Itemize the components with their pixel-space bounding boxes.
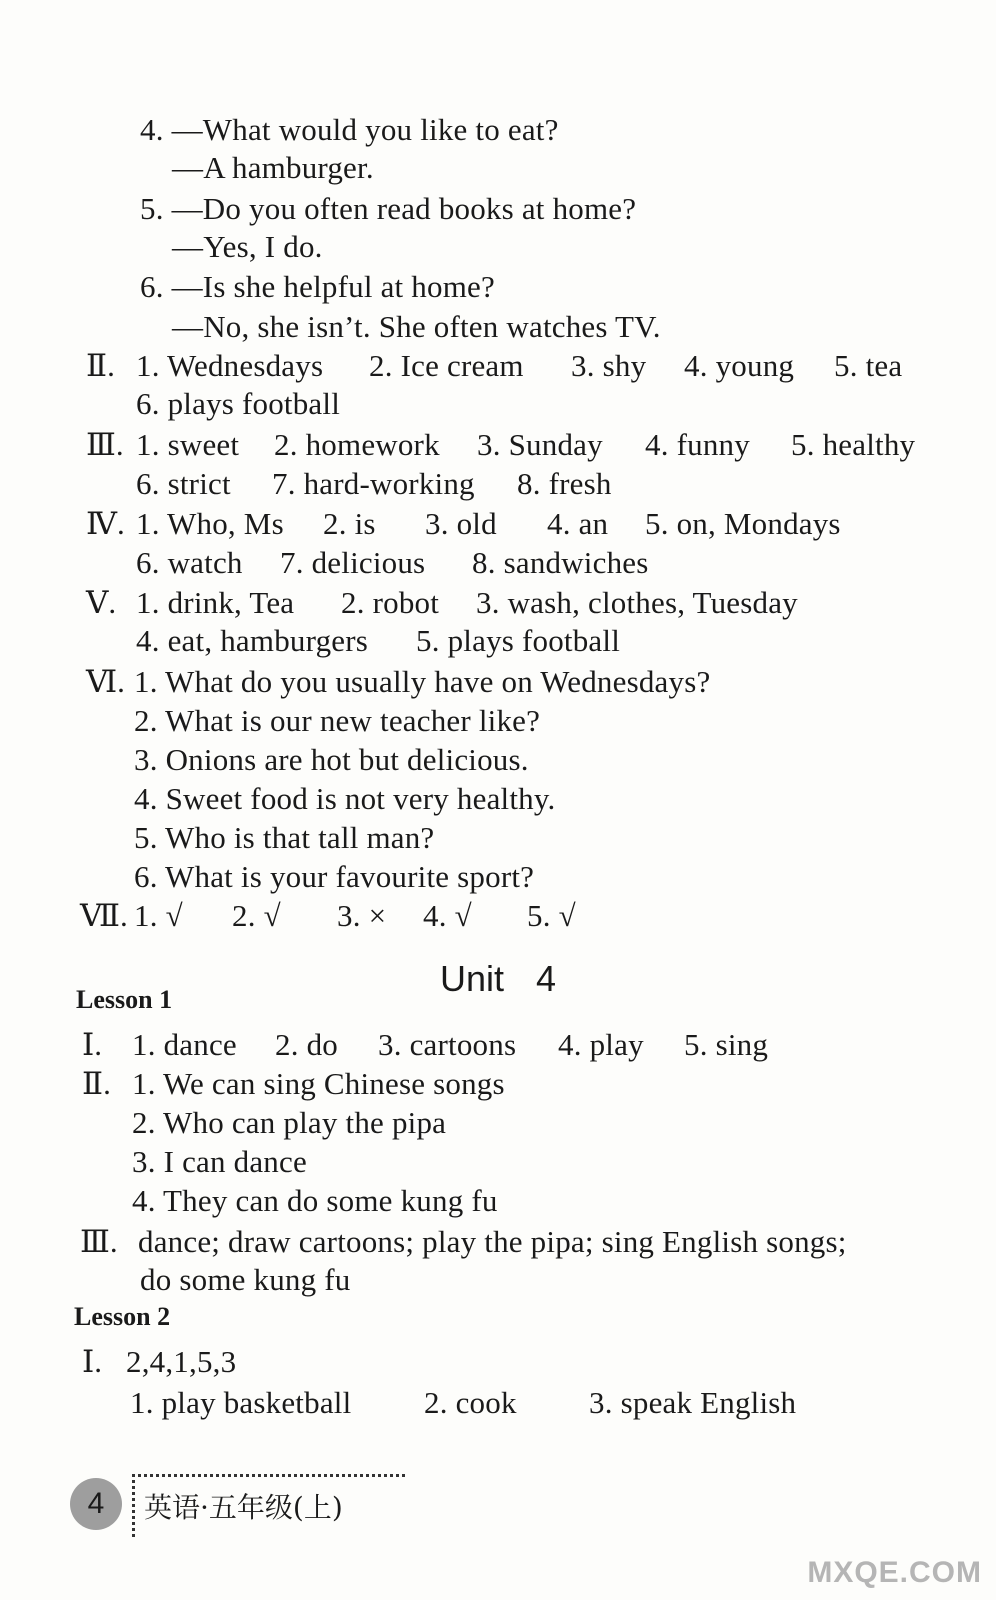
lesson1-section-1-row: 1. dance 2. do 3. cartoons 4. play 5. sing	[132, 1027, 769, 1062]
dialogue-4-answer: —A hamburger.	[172, 150, 374, 185]
section-2-row2: 6. plays football	[136, 386, 341, 421]
lesson-1-title: Lesson 1	[76, 985, 173, 1014]
section-6-label: Ⅵ.	[86, 664, 125, 699]
section-3-row2: 6. strict 7. hard-working 8. fresh	[136, 466, 612, 501]
lesson2-section-1-row-2: 1. play basketball 2. cook 3. speak English	[130, 1385, 797, 1420]
section-7-row1: 1. √ 2. √ 3. × 4. √ 5. √	[134, 898, 576, 933]
lesson1-section-3-line-1: dance; draw cartoons; play the pipa; sing English songs;	[138, 1224, 847, 1259]
section-6-line-1: 1. What do you usually have on Wednesdays?	[134, 664, 711, 699]
footer-book-title: 英语·五年级(上)	[144, 1491, 343, 1524]
page-footer	[70, 1472, 350, 1538]
lesson1-section-1-label: Ⅰ.	[82, 1027, 102, 1062]
page-number: 4	[70, 1478, 122, 1530]
section-5-row1: 1. drink, Tea 2. robot 3. wash, clothes, Tuesday	[136, 585, 798, 620]
dialogue-5-answer: —Yes, I do.	[172, 229, 323, 264]
lesson2-section-1-line-1: 2,4,1,5,3	[126, 1344, 237, 1379]
section-4-row2: 6. watch 7. delicious 8. sandwiches	[136, 545, 649, 580]
dialogue-5-question: 5. —Do you often read books at home?	[140, 191, 637, 226]
section-6-line-3: 3. Onions are hot but delicious.	[134, 742, 529, 777]
lesson1-section-2-line-2: 2. Who can play the pipa	[132, 1105, 447, 1140]
section-4-row1: 1. Who, Ms 2. is 3. old 4. an 5. on, Mondays	[136, 506, 841, 541]
section-6-line-6: 6. What is your favourite sport?	[134, 859, 535, 894]
lesson-2-title: Lesson 2	[74, 1302, 171, 1331]
lesson1-section-3-label: Ⅲ.	[80, 1224, 118, 1259]
lesson1-section-2-line-4: 4. They can do some kung fu	[132, 1183, 498, 1218]
section-7-label: Ⅶ.	[80, 898, 128, 933]
unit-title: Unit 4	[439, 958, 557, 999]
section-6-line-4: 4. Sweet food is not very healthy.	[134, 781, 556, 816]
lesson2-section-1-label: Ⅰ.	[82, 1344, 102, 1379]
section-4-label: Ⅳ.	[86, 506, 125, 541]
lesson1-section-2-line-1: 1. We can sing Chinese songs	[132, 1066, 505, 1101]
section-5-label: Ⅴ.	[86, 585, 117, 620]
section-3-row1: 1. sweet 2. homework 3. Sunday 4. funny 5. healthy	[136, 427, 916, 462]
lesson1-section-3-line-2: do some kung fu	[140, 1262, 351, 1297]
section-2-label: Ⅱ.	[86, 348, 115, 383]
section-5-row2: 4. eat, hamburgers 5. plays football	[136, 623, 621, 658]
watermark-logo: MXQE.COM	[807, 1556, 982, 1589]
dialogue-6-answer: —No, she isn’t. She often watches TV.	[172, 309, 661, 344]
section-3-label: Ⅲ.	[86, 427, 124, 462]
dialogue-6-question: 6. —Is she helpful at home?	[140, 269, 495, 304]
lesson1-section-2-label: Ⅱ.	[82, 1066, 111, 1101]
lesson1-section-2-line-3: 3. I can dance	[132, 1144, 307, 1179]
section-6-line-2: 2. What is our new teacher like?	[134, 703, 541, 738]
section-2-row1: 1. Wednesdays 2. Ice cream 3. shy 4. young 5. tea	[136, 348, 903, 383]
section-6-line-5: 5. Who is that tall man?	[134, 820, 435, 855]
dialogue-4-question: 4. —What would you like to eat?	[140, 112, 559, 147]
